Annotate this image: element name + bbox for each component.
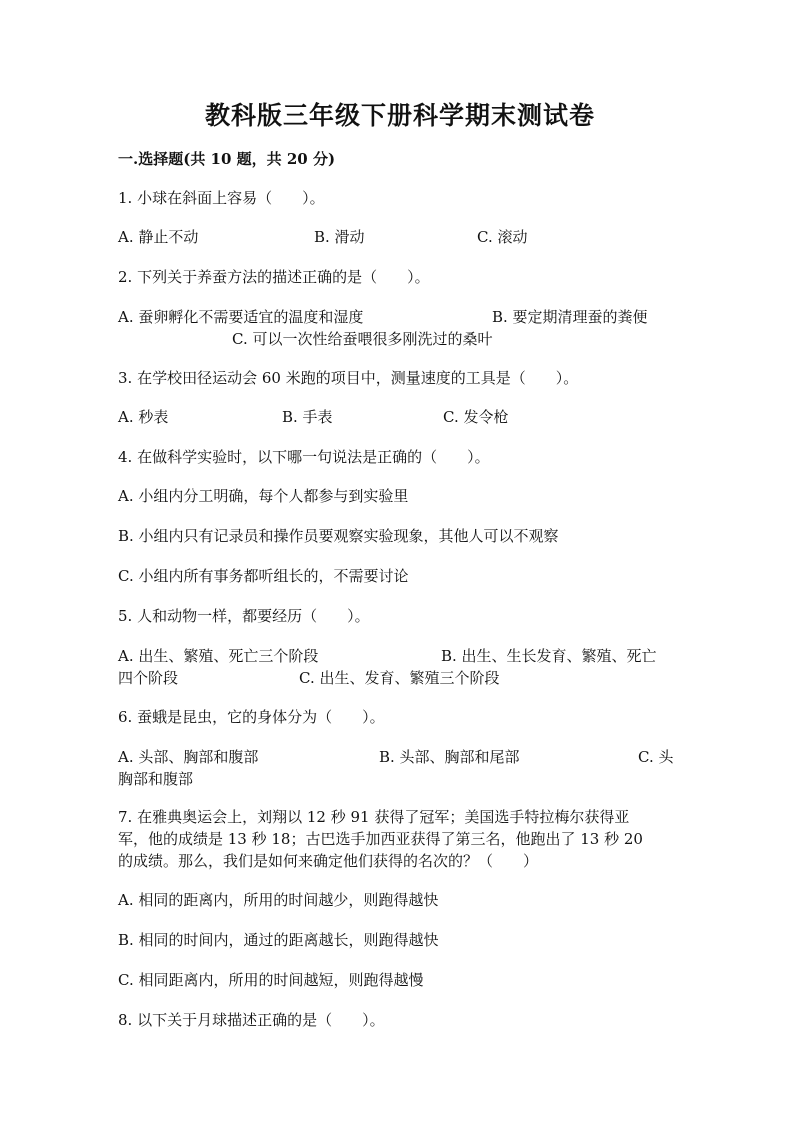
question-7-line-2: 军，他的成绩是 13 秒 18；古巴选手加西亚获得了第三名，他跑出了 13 秒 20 xyxy=(118,830,643,848)
q5-option-c: C. 出生、发育、繁殖三个阶段 xyxy=(299,669,500,687)
q5-option-b: B. 出生、生长发育、繁殖、死亡 xyxy=(441,647,657,665)
q3-option-b: B. 手表 xyxy=(282,408,333,426)
q6-option-b: B. 头部、胸部和尾部 xyxy=(379,748,520,766)
q2-option-b: B. 要定期清理蚕的粪便 xyxy=(492,308,648,326)
section-heading: 一.选择题(共 10 题，共 20 分) xyxy=(118,150,336,168)
q4-option-c: C. 小组内所有事务都听组长的，不需要讨论 xyxy=(118,567,409,585)
q7-option-a: A. 相同的距离内，所用的时间越少，则跑得越快 xyxy=(118,891,439,909)
question-6: 6. 蚕蛾是昆虫，它的身体分为（ ）。 xyxy=(118,708,385,726)
question-1: 1. 小球在斜面上容易（ ）。 xyxy=(118,189,325,207)
q2-option-c: C. 可以一次性给蚕喂很多刚洗过的桑叶 xyxy=(232,330,493,348)
q5-option-a: A. 出生、繁殖、死亡三个阶段 xyxy=(118,647,319,665)
question-4: 4. 在做科学实验时，以下哪一句说法是正确的（ ）。 xyxy=(118,448,490,466)
q3-option-c: C. 发令枪 xyxy=(443,408,509,426)
q3-option-a: A. 秒表 xyxy=(118,408,169,426)
q7-option-b: B. 相同的时间内，通过的距离越长，则跑得越快 xyxy=(118,931,439,949)
q6-option-c: C. 头 xyxy=(638,748,674,766)
q4-option-a: A. 小组内分工明确，每个人都参与到实验里 xyxy=(118,487,409,505)
q4-option-b: B. 小组内只有记录员和操作员要观察实验现象，其他人可以不观察 xyxy=(118,527,559,545)
q5-option-b-cont: 四个阶段 xyxy=(118,669,179,687)
q2-option-a: A. 蚕卵孵化不需要适宜的温度和湿度 xyxy=(118,308,364,326)
q6-option-c-cont: 胸部和腹部 xyxy=(118,770,194,788)
question-2: 2. 下列关于养蚕方法的描述正确的是（ ）。 xyxy=(118,268,430,286)
q1-option-a: A. 静止不动 xyxy=(118,228,199,246)
q6-option-a: A. 头部、胸部和腹部 xyxy=(118,748,259,766)
question-7-line-3: 的成绩。那么，我们是如何来确定他们获得的名次的？（ ） xyxy=(118,852,539,870)
q1-option-b: B. 滑动 xyxy=(314,228,365,246)
question-3: 3. 在学校田径运动会 60 米跑的项目中，测量速度的工具是（ ）。 xyxy=(118,369,579,387)
page-title: 教科版三年级下册科学期末测试卷 xyxy=(204,101,595,130)
question-8: 8. 以下关于月球描述正确的是（ ）。 xyxy=(118,1011,385,1029)
question-7-line-1: 7. 在雅典奥运会上，刘翔以 12 秒 91 获得了冠军；美国选手特拉梅尔获得亚 xyxy=(118,808,630,826)
question-5: 5. 人和动物一样，都要经历（ ）。 xyxy=(118,607,370,625)
q7-option-c: C. 相同距离内，所用的时间越短，则跑得越慢 xyxy=(118,971,424,989)
q1-option-c: C. 滚动 xyxy=(477,228,528,246)
